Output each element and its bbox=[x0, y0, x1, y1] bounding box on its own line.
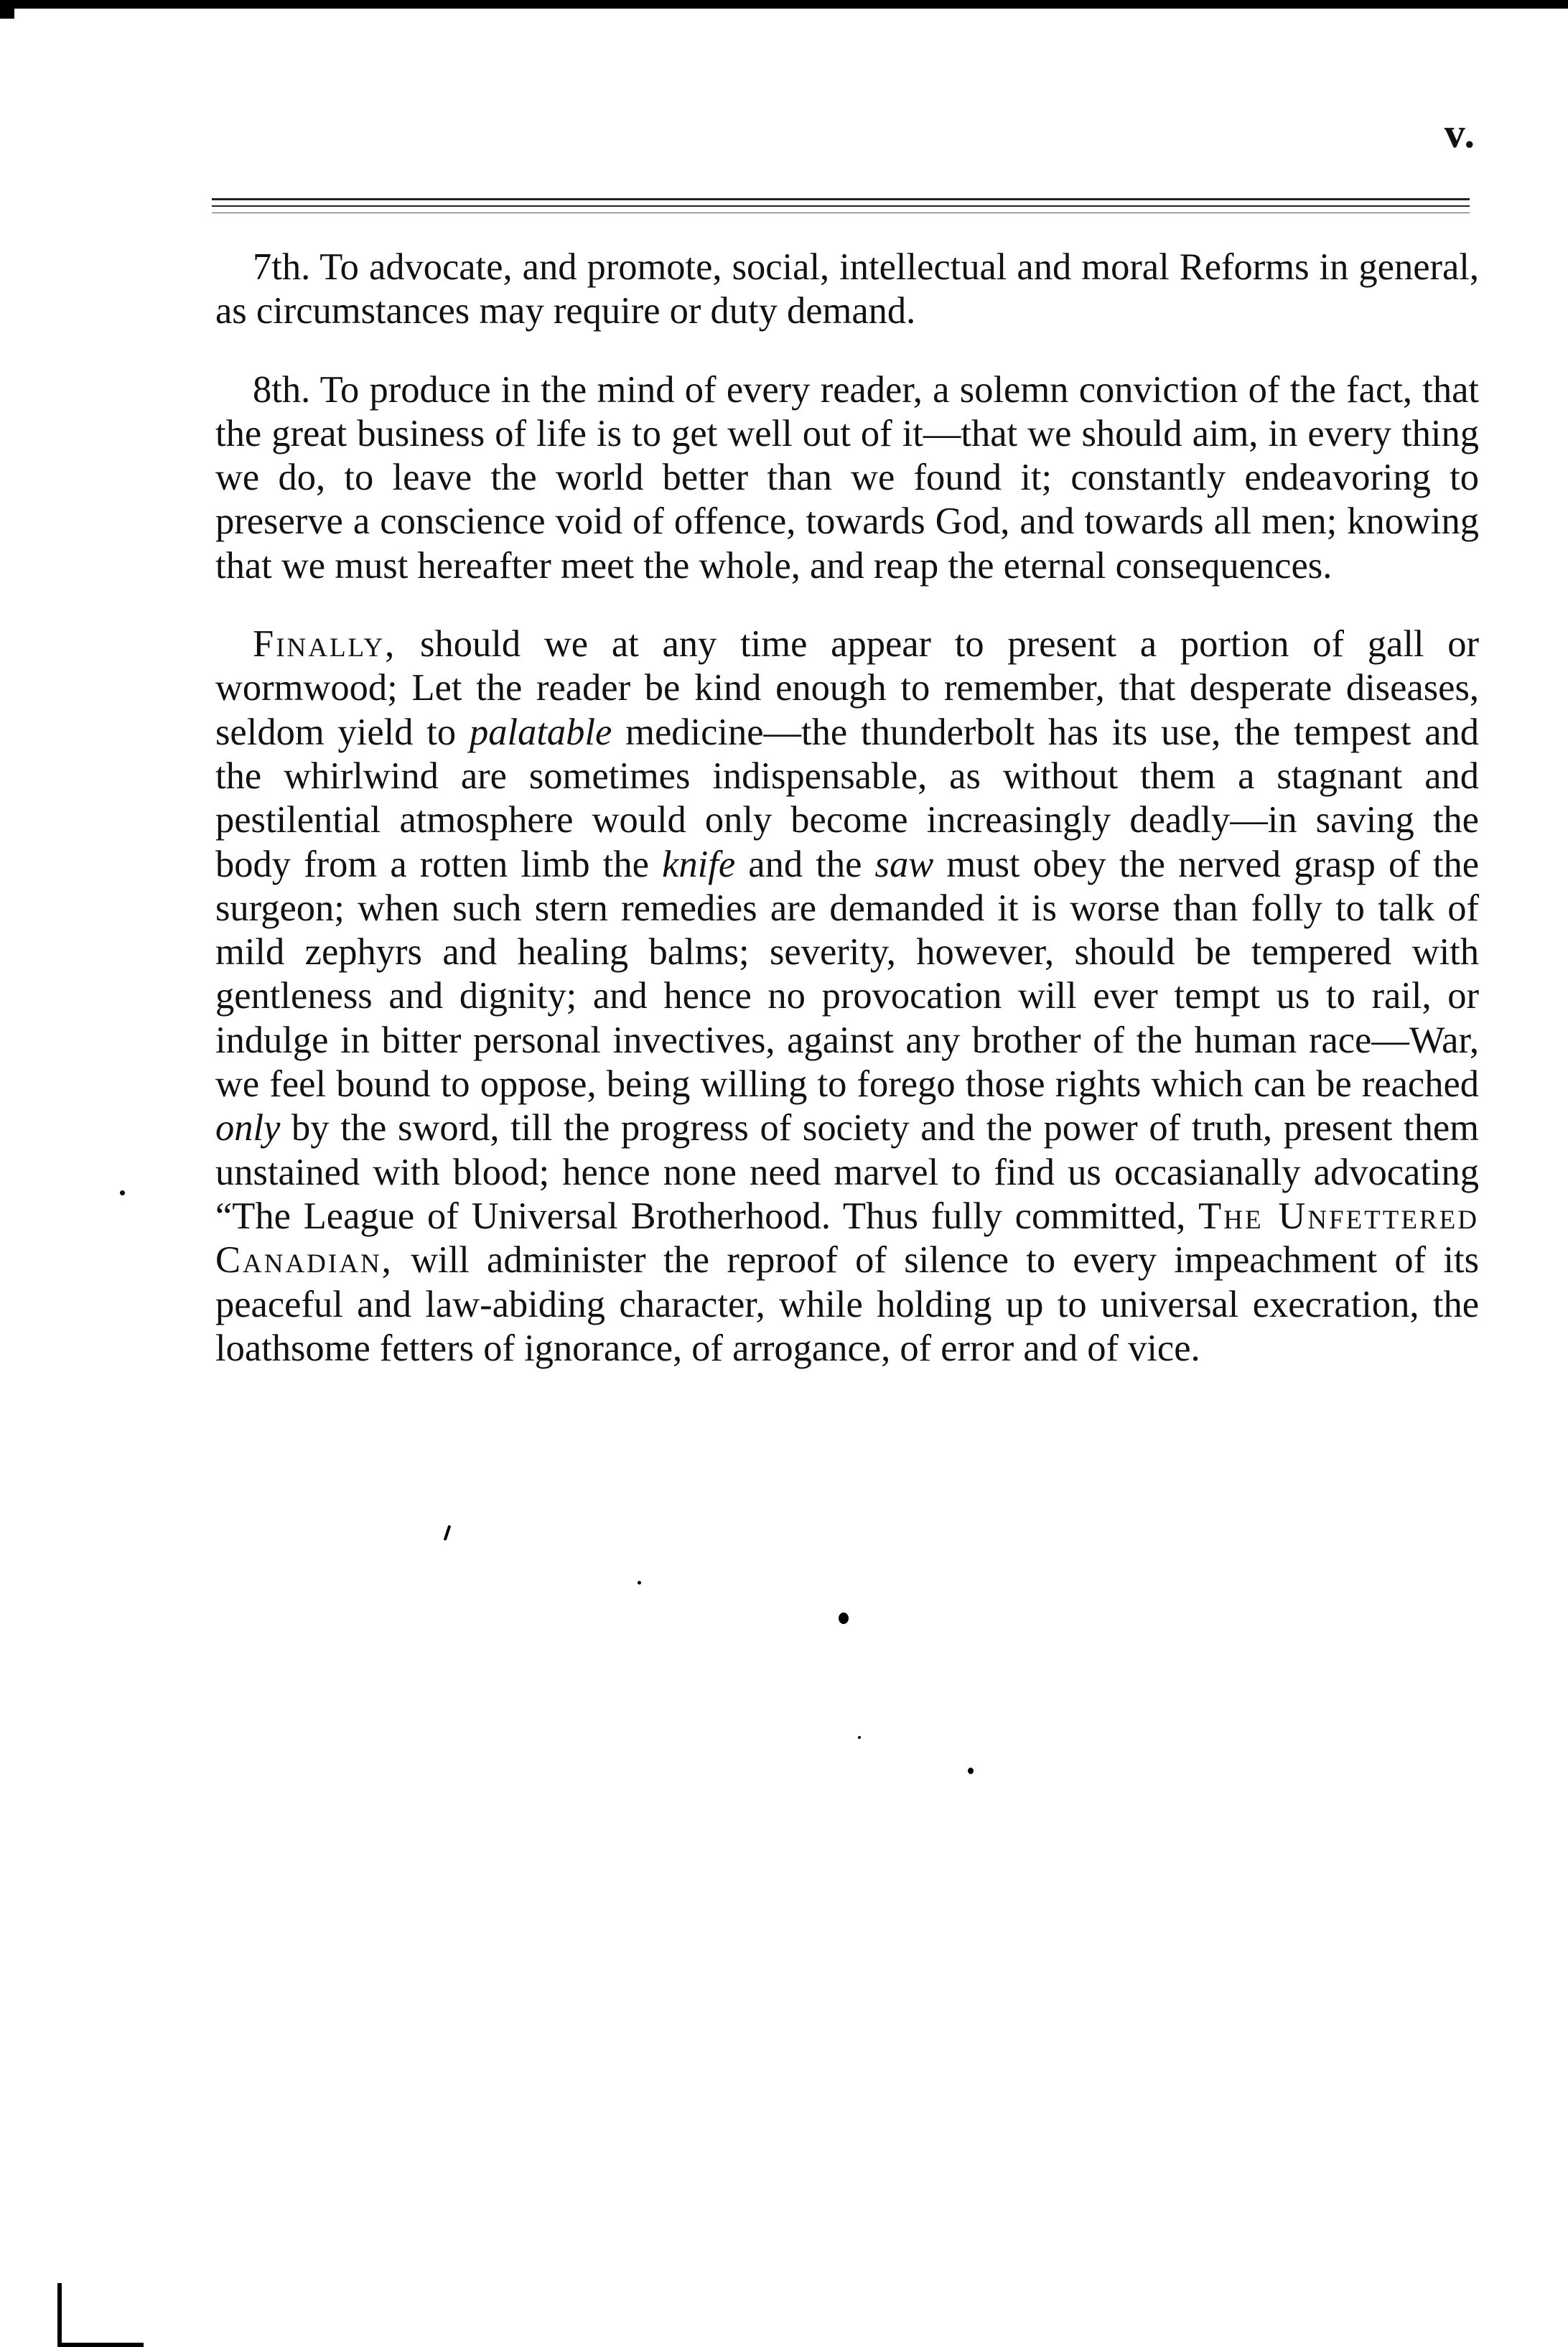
scan-corner-mark bbox=[57, 2283, 62, 2347]
paragraph-8th: 8th. To produce in the mind of every reader, a solemn conviction of the fact, that the great business of life is to get well out of it—that we should aim, in every thing we do, to leave the world better than we found it; constantly endeavoring to preserve a conscience void of offence, towards God, and towards all men; knowing that we must hereafter meet the whole, and reap the eternal consequences. bbox=[215, 368, 1479, 587]
italic-word: knife bbox=[662, 843, 736, 885]
ink-speck bbox=[444, 1525, 452, 1541]
text-run: will administer the reproof of silence to every impeachment of its peaceful and law-abiding character, while holding up to universal execration, the loathsome fetters of ignorance, of arrogance, of error and of vice. bbox=[215, 1239, 1479, 1369]
header-rule bbox=[212, 205, 1470, 207]
italic-word: only bbox=[215, 1107, 281, 1149]
text-run: by the sword, till the progress of society and the power of truth, present them unstained with blood; hence none need marvel to find us occasianally advocating “The League of Universal Brotherhood. Thus fully committed, bbox=[215, 1107, 1479, 1237]
lead-word: Finally, bbox=[253, 623, 397, 666]
page-number: v. bbox=[1444, 110, 1476, 157]
text-run: medicine—the thunderbolt has its use, the tempest and the whirlwind are sometimes indispensable, as without them a stagnant and pestilential atmosphere would only become increasingly deadly—in saving the body from a rotten limb the bbox=[215, 711, 1480, 885]
italic-word: saw bbox=[874, 843, 934, 885]
header-rule bbox=[212, 198, 1470, 200]
scan-top-edge bbox=[0, 0, 1568, 9]
paragraph-finally bbox=[215, 622, 1479, 1371]
scan-corner-mark bbox=[57, 2343, 144, 2347]
scan-corner-mark bbox=[0, 0, 14, 19]
ink-speck bbox=[638, 1581, 641, 1585]
paragraph-7th: 7th. To advocate, and promote, social, intellectual and moral Reforms in general, as circumstances may require or duty demand. bbox=[215, 246, 1479, 332]
text-run: should we at any time appear to present a portion of gall or wormwood; Let the reader be kind enough to remember, that desperate diseases, seldom yield to bbox=[215, 623, 1479, 753]
italic-word: palatable bbox=[469, 711, 612, 753]
ink-speck bbox=[839, 1613, 849, 1624]
publication-title: The Unfettered Canadian, bbox=[215, 1195, 1479, 1282]
ink-speck bbox=[120, 1190, 125, 1195]
body-text bbox=[215, 246, 1479, 1405]
text-run: and the bbox=[735, 843, 875, 885]
ink-speck bbox=[968, 1768, 974, 1774]
text-run: must obey the nerved grasp of the surgeon; when such stern remedies are demanded it is worse than folly to talk of mild zephyrs and healing balms; severity, however, should be tempered with gentleness and dignity; and hence no provocation will ever tempt us to rail, or indulge in bitter personal invectives, against any brother of the human race—War, we feel bound to oppose, being willing to forego those rights which can be reached bbox=[215, 843, 1479, 1106]
ink-speck bbox=[858, 1736, 861, 1739]
